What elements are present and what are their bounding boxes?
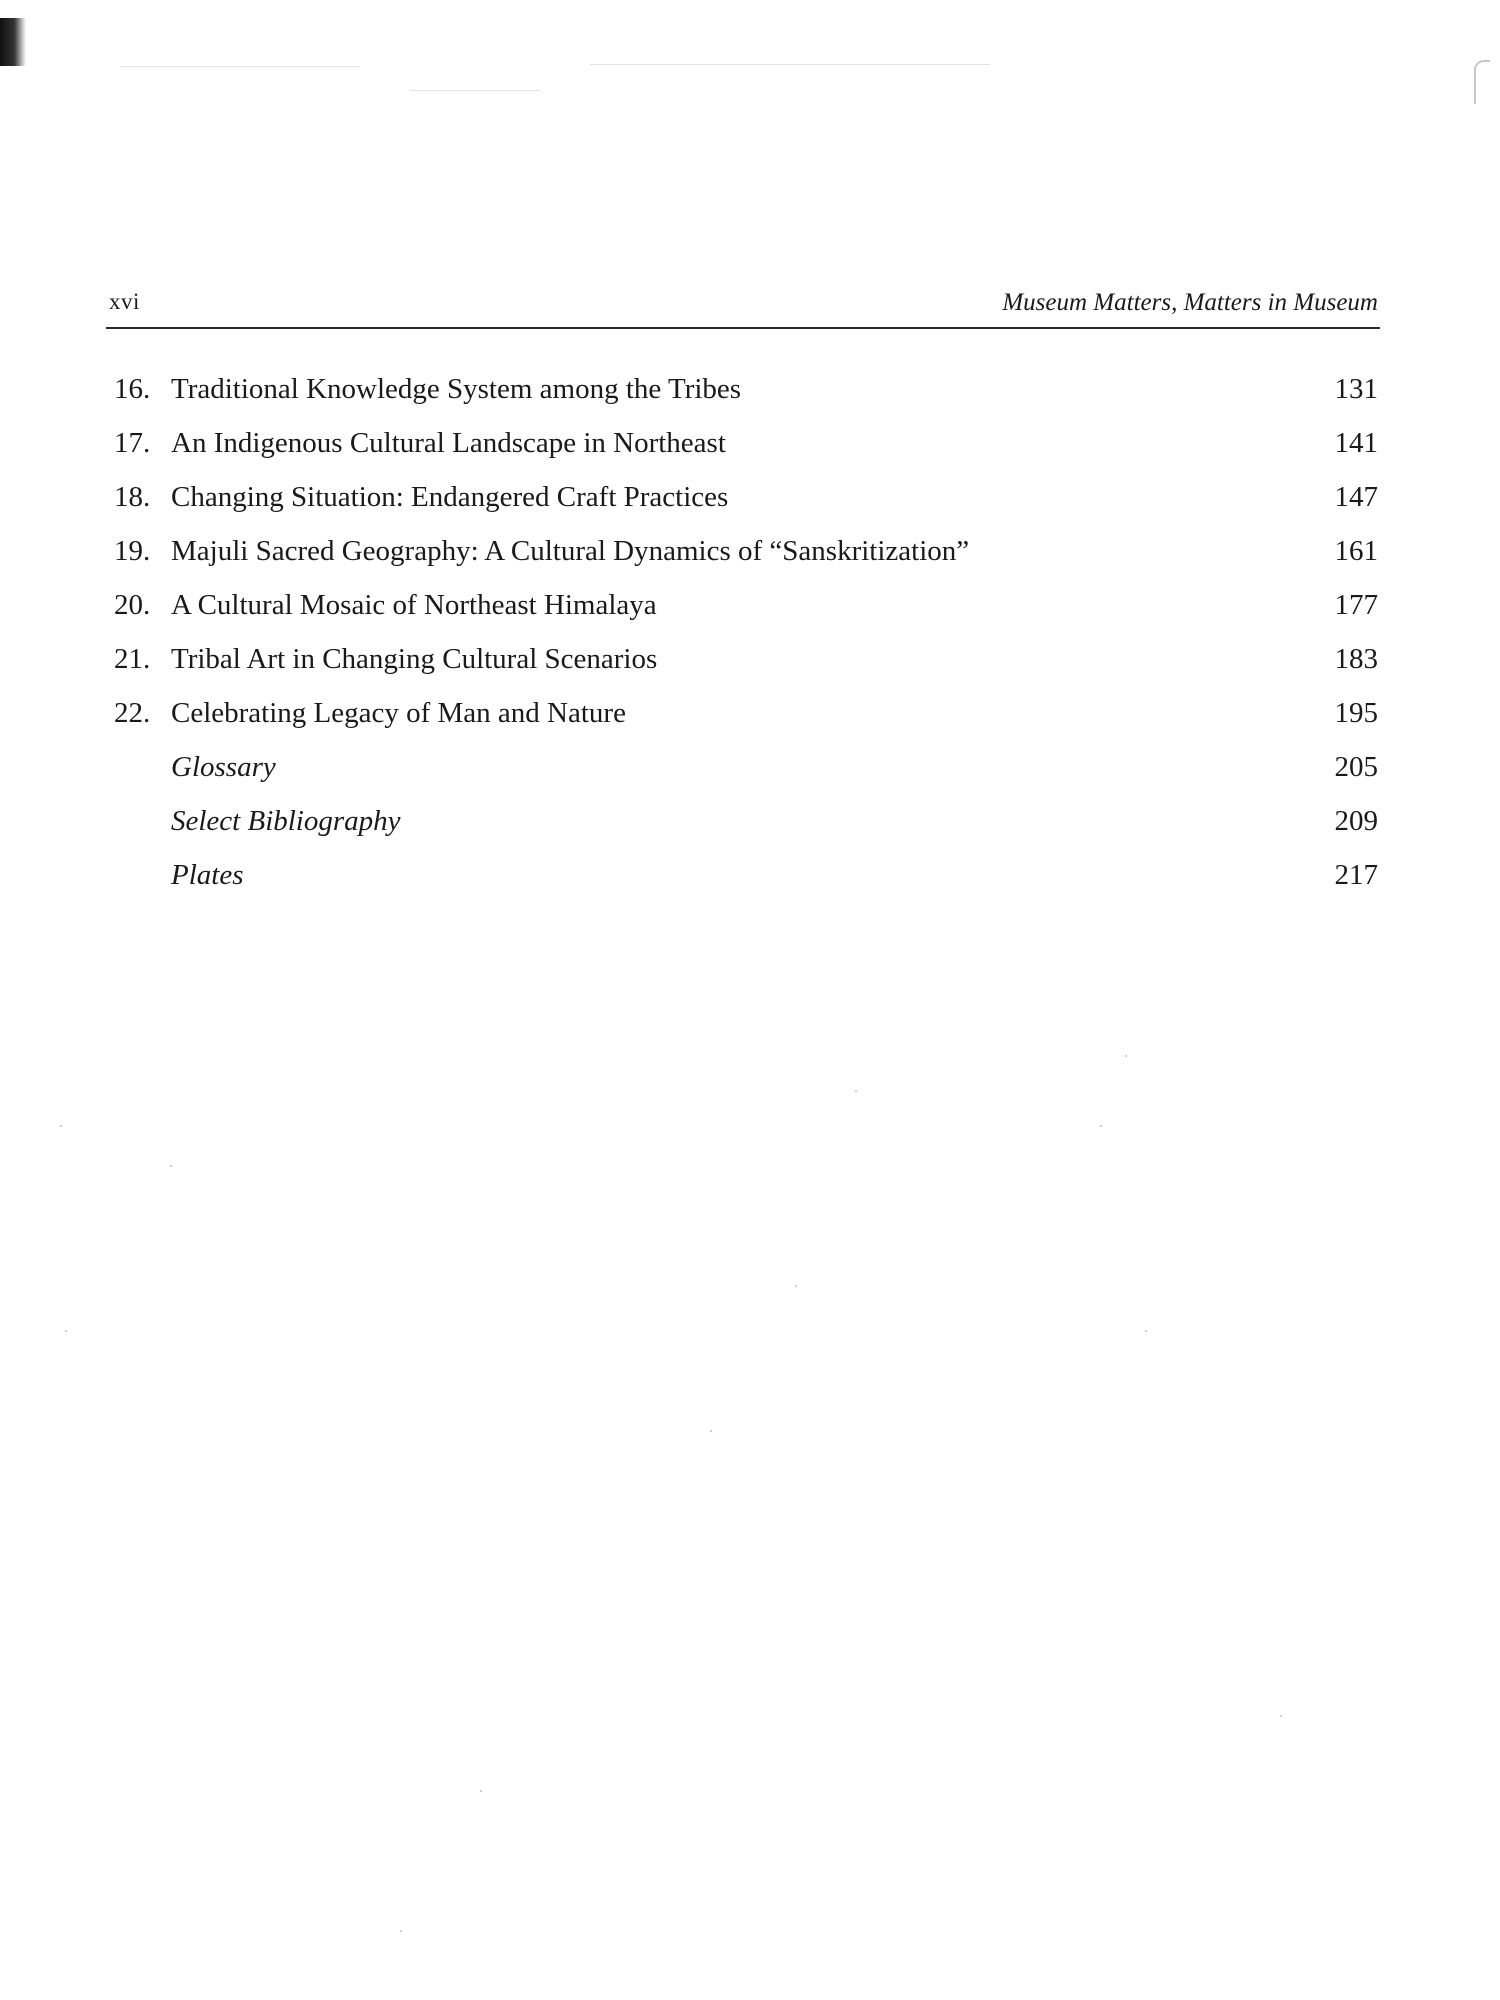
scan-faint-line xyxy=(410,90,540,91)
toc-entry-title: Changing Situation: Endangered Craft Practices xyxy=(171,481,729,513)
toc-entry-title: Tribal Art in Changing Cultural Scenarios xyxy=(171,643,658,675)
toc-entry-title: Plates xyxy=(171,859,244,891)
toc-entry-number: 19. xyxy=(114,535,151,567)
toc-entry-number: 18. xyxy=(114,481,151,513)
speck xyxy=(65,1330,67,1332)
toc-entry-18 xyxy=(106,470,1380,524)
scan-corner-mark xyxy=(1474,60,1490,104)
toc-entry-page: 141 xyxy=(1334,427,1378,459)
toc-entry-number: 17. xyxy=(114,427,151,459)
toc-entry-page: 217 xyxy=(1334,859,1378,891)
running-title: Museum Matters, Matters in Museum xyxy=(1002,289,1378,316)
speck xyxy=(60,1125,62,1127)
toc-entry-page: 209 xyxy=(1334,805,1378,837)
speck xyxy=(170,1165,172,1167)
toc-entry-page: 195 xyxy=(1334,697,1378,729)
toc-entry-title: Traditional Knowledge System among the Tribes xyxy=(171,373,742,405)
toc-entry-bibliography xyxy=(106,794,1380,848)
toc-entry-17 xyxy=(106,416,1380,470)
toc-entry-page: 177 xyxy=(1334,589,1378,621)
toc-entry-16 xyxy=(106,362,1380,416)
toc-entry-page: 131 xyxy=(1334,373,1378,405)
speck xyxy=(1100,1125,1102,1127)
toc-entry-page: 147 xyxy=(1334,481,1378,513)
running-header xyxy=(106,287,1380,329)
toc-entry-page: 205 xyxy=(1334,751,1378,783)
scan-faint-line xyxy=(120,66,360,67)
table-of-contents xyxy=(106,362,1380,902)
speck xyxy=(710,1430,712,1432)
toc-entry-page: 183 xyxy=(1334,643,1378,675)
toc-entry-plates xyxy=(106,848,1380,902)
toc-entry-number: 22. xyxy=(114,697,151,729)
toc-entry-number: 21. xyxy=(114,643,151,675)
toc-entry-title: An Indigenous Cultural Landscape in Northeast xyxy=(171,427,726,459)
toc-entry-title: A Cultural Mosaic of Northeast Himalaya xyxy=(171,589,657,621)
scan-faint-line xyxy=(590,64,990,65)
toc-entry-20 xyxy=(106,578,1380,632)
speck xyxy=(1280,1715,1282,1717)
toc-entry-title: Majuli Sacred Geography: A Cultural Dynamics of “Sanskritization” xyxy=(171,535,970,567)
speck xyxy=(855,1090,857,1092)
speck xyxy=(1145,1330,1147,1332)
speck xyxy=(480,1790,482,1792)
toc-entry-19 xyxy=(106,524,1380,578)
speck xyxy=(1125,1055,1127,1057)
toc-entry-number: 16. xyxy=(114,373,151,405)
toc-entry-number: 20. xyxy=(114,589,151,621)
page-folio: xvi xyxy=(109,289,140,314)
toc-entry-glossary xyxy=(106,740,1380,794)
speck xyxy=(400,1930,402,1932)
toc-entry-title: Celebrating Legacy of Man and Nature xyxy=(171,697,626,729)
toc-entry-title: Select Bibliography xyxy=(171,805,401,837)
toc-entry-title: Glossary xyxy=(171,751,276,783)
toc-entry-21 xyxy=(106,632,1380,686)
toc-entry-22 xyxy=(106,686,1380,740)
speck xyxy=(795,1285,797,1287)
toc-entry-page: 161 xyxy=(1334,535,1378,567)
scan-edge-mark xyxy=(0,18,26,66)
